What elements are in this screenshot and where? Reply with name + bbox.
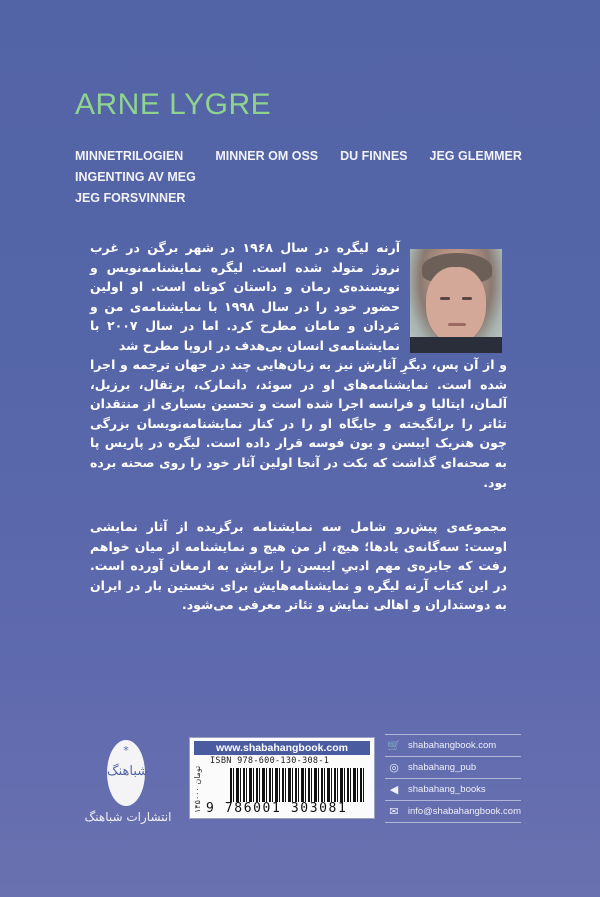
author-photo: [410, 249, 502, 353]
instagram-icon: ◎: [389, 762, 399, 774]
photo-shirt: [410, 337, 502, 353]
photo-eye: [462, 297, 472, 300]
titles-row-2: [75, 166, 545, 187]
title-minnetrilogien: MINNETRILOGIEN: [75, 148, 184, 163]
title-ingenting-av-meg: INGENTING AV MEG: [75, 169, 196, 184]
contact-website-text: shabahangbook.com: [408, 740, 497, 751]
photo-mouth: [448, 323, 466, 326]
website-url: www.shabahangbook.com: [194, 741, 370, 755]
publisher-name: انتشارات شباهنگ: [84, 810, 172, 824]
title-minner-om-oss: MINNER OM OSS: [215, 148, 319, 163]
title-jeg-forsvinner: JEG FORSVINNER: [75, 190, 186, 205]
divider: [385, 778, 521, 779]
contact-website: [385, 735, 521, 756]
contact-instagram: [385, 757, 521, 778]
contact-email: [385, 801, 521, 822]
isbn-text: ISBN 978-600-130-308-1: [210, 756, 330, 766]
divider: [385, 734, 521, 735]
telegram-icon: ◀: [389, 784, 399, 796]
photo-eye: [440, 297, 450, 300]
barcode-digits: 9 786001 303081: [206, 801, 348, 816]
bio-paragraph-3: [90, 517, 507, 615]
author-name: ARNE LYGRE: [75, 88, 272, 121]
title-jeg-glemmer: JEG GLEMMER: [429, 148, 522, 163]
contact-telegram: [385, 779, 521, 800]
isbn-barcode-label: [189, 737, 375, 819]
bio-text-2: و از آن پس، دیگرِ آثارش نیز به زبان‌هایی چند در جهان ترجمه و اجرا شده است. نمایشنامه‌های او در سوئد، دانمارک، پرتقال، برزیل، آلمان، ایتالیا و فرانسه اجرا شده است و تحسین بسیاری از منتقدان تئاتر را برانگیخته و جایگاه او را در کنار نمایشنامه‌نویسان بزرگی چون هنریک ایبسن و یون فوسه قرار داده است. لیگره در پاریس پا به صحنه‌ای گذاشت که بکت در آنجا اولین آثار خود را روی صحنه برده بود.: [90, 357, 507, 490]
publisher-logo: [107, 740, 149, 806]
bio-paragraph-1: [90, 238, 400, 356]
cart-icon: 🛒: [387, 740, 401, 752]
contact-email-text: info@shabahangbook.com: [407, 806, 521, 817]
publisher-logo-mark: شباهنگ: [107, 764, 149, 779]
contact-list: [385, 734, 521, 823]
play-titles: [75, 145, 545, 208]
star-icon: *: [123, 744, 129, 757]
bio-text-3: مجموعه‌ی پیش‌رو شامل سه نمایشنامه برگزیده از آثار نمایشی اوست: سه‌گانه‌ی یادها؛ هیچ، از من هیچ و نمایشنامه از میان خواهم رفت که جایزه‌ی مهم ادبیِ ایبسن را برایش به ارمغان آورده است. در این کتاب آرنه لیگره و نمایشنامه‌هایش برای نخستین بار در ایران به دوستداران و اهالی نمایش و تئاتر معرفی می‌شود.: [90, 519, 507, 613]
price-label: ۱۴۵۰۰۰ تومان: [193, 765, 202, 813]
titles-row-3: [75, 187, 545, 208]
photo-face: [426, 267, 486, 343]
bio-paragraph-2: [90, 355, 507, 492]
divider: [385, 800, 521, 801]
title-du-finnes: DU FINNES: [340, 148, 408, 163]
barcode-icon: [230, 768, 365, 802]
titles-row-1: [75, 145, 545, 166]
contact-instagram-text: shabahang_pub: [408, 762, 477, 773]
mail-icon: ✉: [389, 806, 399, 818]
contact-telegram-text: shabahang_books: [408, 784, 486, 795]
bio-text-1: آرنه لیگره در سال ۱۹۶۸ در شهر برگن در غرب نروژ متولد شده است. لیگره نمایشنامه‌نویس و نویسنده‌ی رمان و داستان کوتاه است. او اولین حضور خود را در سال ۱۹۹۸ با نمایشنامه‌ی من و مَردان و مامان مطرح کرد. اما در سال ۲۰۰۷ با نمایشنامه‌ی انسان بی‌هدف در اروپا مطرح شد: [90, 240, 401, 353]
divider: [385, 822, 521, 823]
divider: [385, 756, 521, 757]
